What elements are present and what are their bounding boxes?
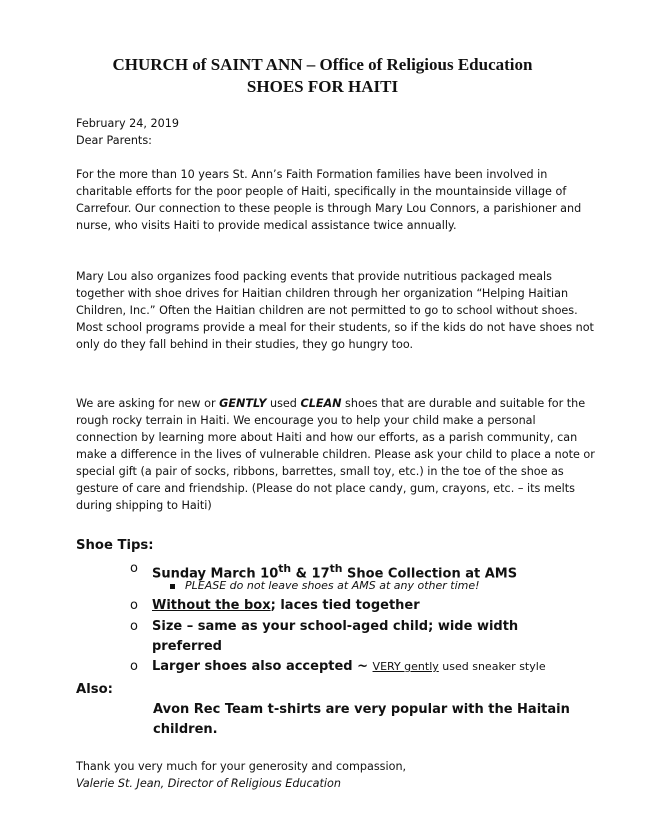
tip1-superscript-1: th <box>278 562 292 575</box>
paragraph-request-b: used <box>266 397 301 410</box>
tip1-superscript-2: th <box>329 562 343 575</box>
page-title: CHURCH of SAINT ANN – Office of Religious Education <box>112 55 533 74</box>
circle-bullet-icon: o <box>130 561 138 576</box>
page-subtitle: SHOES FOR HAITI <box>246 77 399 96</box>
tip3-text: Size – same as your school-aged child; wide width preferred <box>152 619 519 654</box>
closing-thanks: Thank you very much for your generosity and compassion, <box>76 760 407 773</box>
paragraph-request <box>76 395 596 514</box>
tip4-text-a: Larger shoes also accepted ~ <box>152 659 373 674</box>
tip1-text-c: Shoe Collection at AMS <box>342 566 518 582</box>
circle-bullet-icon: o <box>130 598 138 613</box>
please-emphasis: PLEASE <box>185 579 227 592</box>
letter-date: February 24, 2019 <box>76 117 179 130</box>
paragraph-mary-lou: Mary Lou also organizes food packing events that provide nutritious packaged meals together with shoe drives for Haitian children through her organization “Helping Haitian Children, Inc.” Often the Haitian children are not permitted to go to school without shoes. Most school programs provide a meal for their students, so if the kids do not have shoes not only do they fall behind in their studies, they go hungry too. <box>76 270 594 351</box>
gently-emphasis: GENTLY <box>219 397 267 410</box>
tip1-text-a: Sunday March 10 <box>152 566 279 582</box>
letter-header <box>76 115 596 149</box>
very-gently-underlined: VERY gently <box>372 660 439 673</box>
tip1-text-b: & 17 <box>291 566 330 582</box>
subtip-text: do not leave shoes at AMS at any other time! <box>226 579 480 592</box>
closing <box>76 758 596 792</box>
circle-bullet-icon: o <box>130 619 138 634</box>
paragraph-intro: For the more than 10 years St. Ann’s Faith Formation families have been involved in charitable efforts for the poor people of Haiti, specifically in the mountainside village of Carrefour. Our connection to these people is through Mary Lou Connors, a parishioner and nurse, who visits Haiti to provide medical assistance twice annually. <box>76 168 582 232</box>
subtip-please <box>170 578 480 594</box>
tip2-text: ; laces tied together <box>270 598 420 613</box>
without-box-underlined: Without the box <box>152 598 271 613</box>
square-bullet-icon <box>170 584 175 589</box>
letter-salutation: Dear Parents: <box>76 134 152 147</box>
also-heading: Also: <box>76 682 113 697</box>
tip4-text-b: used sneaker style <box>438 660 546 673</box>
clean-emphasis: CLEAN <box>300 397 342 410</box>
paragraph-request-a: We are asking for new or <box>76 397 220 410</box>
paragraph-request-c: shoes that are durable and suitable for the rough rocky terrain in Haiti. We encourage you to help your child make a personal connection by learning more about Haiti and how our efforts, as a parish community, can make a difference in the lives of vulnerable children. Please ask your child to place a note or special gift (a pair of socks, ribbons, barrettes, small toy, etc.) in the toe of the shoe as gesture of care and friendship. (Please do not place candy, gum, crayons, etc. – its melts during shipping to Haiti) <box>76 397 595 512</box>
also-text: Avon Rec Team t-shirts are very popular with the Haitain children. <box>153 702 570 737</box>
circle-bullet-icon: o <box>130 659 138 674</box>
shoe-tips-heading: Shoe Tips: <box>76 538 154 553</box>
signature: Valerie St. Jean, Director of Religious Education <box>76 777 341 790</box>
